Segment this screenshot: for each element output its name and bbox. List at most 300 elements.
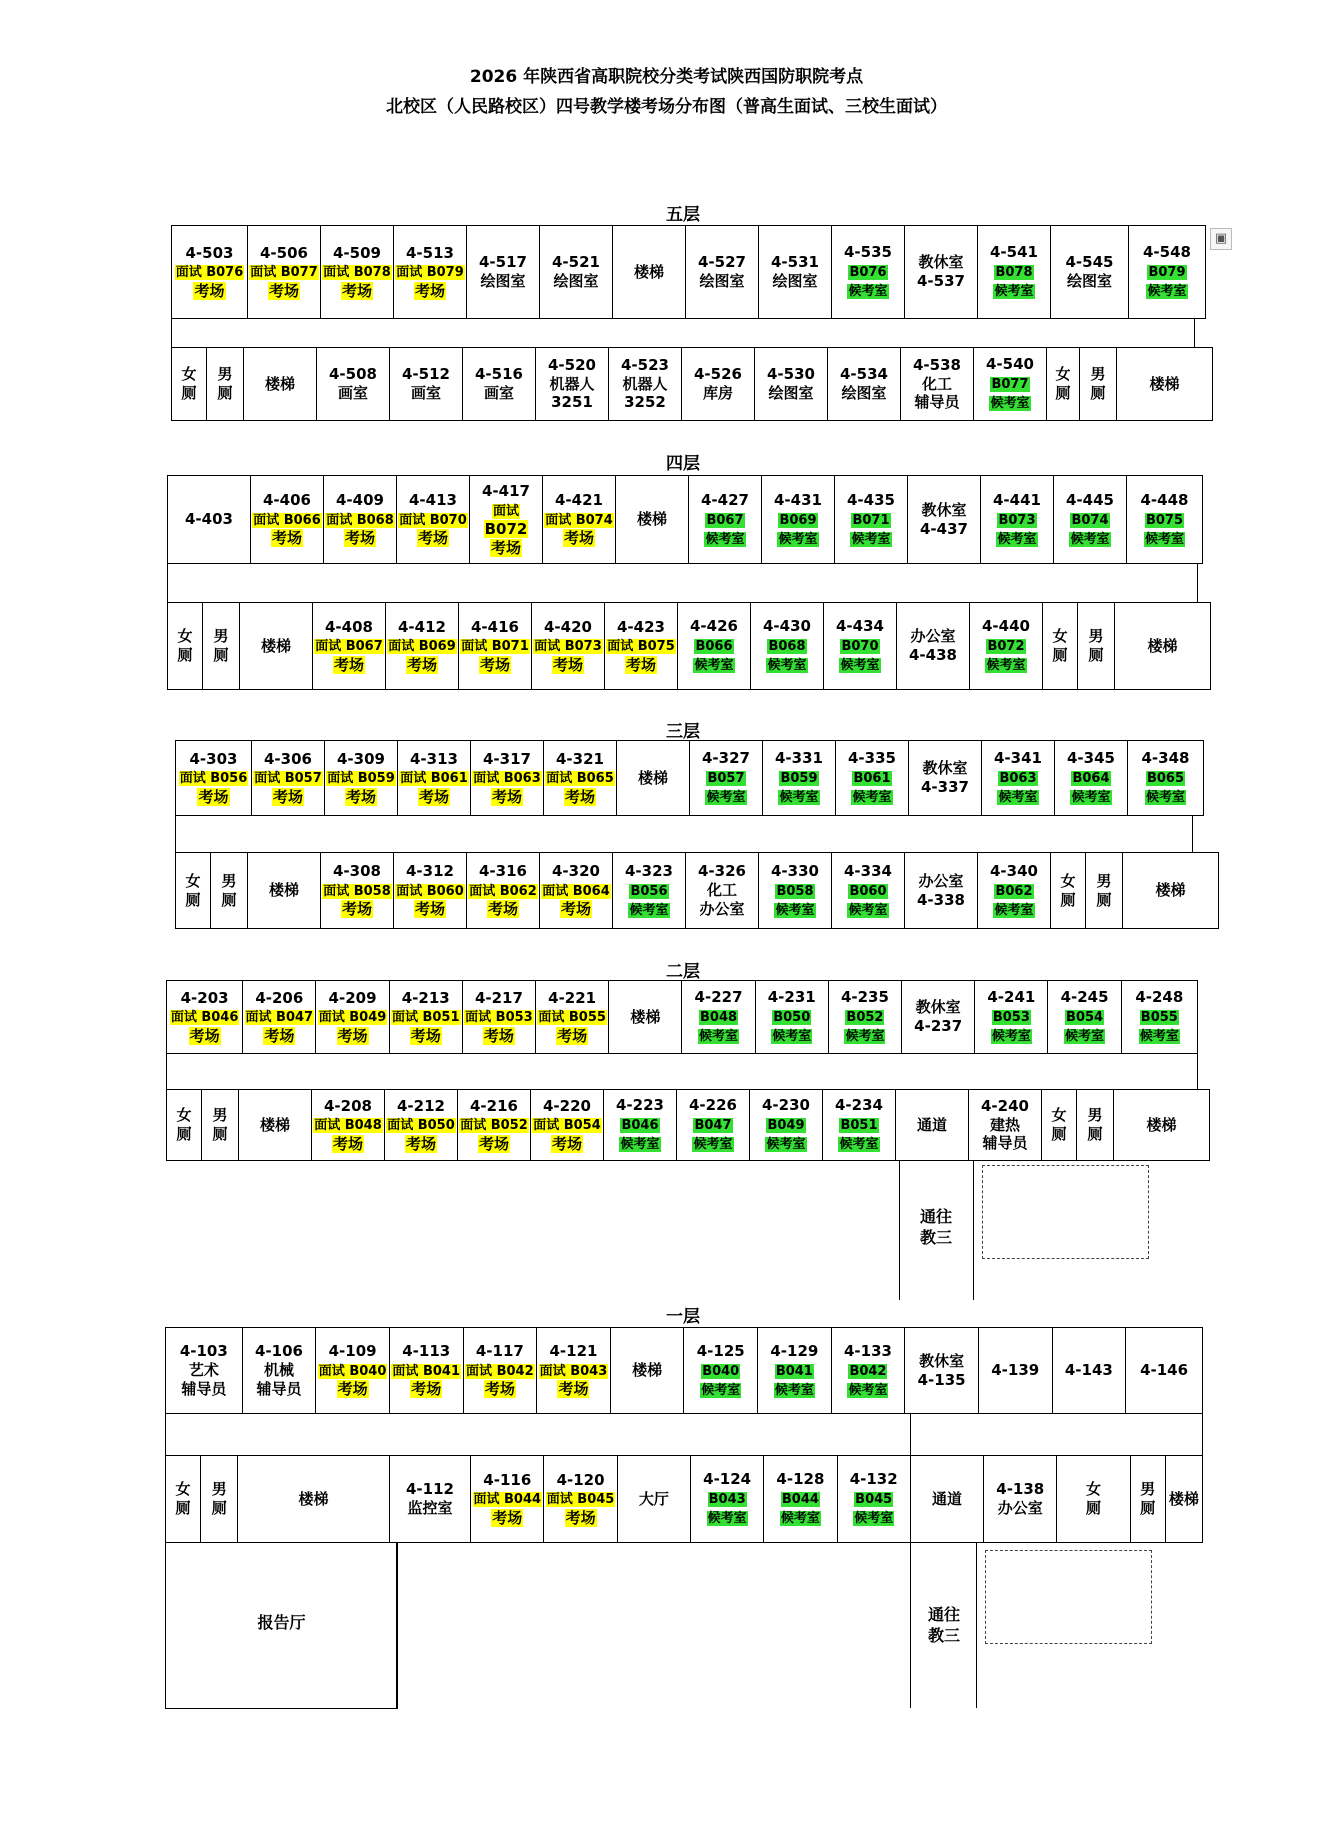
room-cell bbox=[240, 603, 313, 690]
room-cell bbox=[835, 476, 908, 564]
room-label: 候考室 bbox=[994, 902, 1034, 918]
room-cell bbox=[1048, 981, 1121, 1054]
room-cell bbox=[543, 476, 616, 564]
room-label: B041 bbox=[775, 1363, 813, 1379]
room-label: 候考室 bbox=[994, 284, 1034, 300]
room-cell bbox=[544, 741, 617, 816]
room-cell bbox=[1043, 603, 1078, 690]
room-number: 4-216 bbox=[470, 1096, 518, 1115]
floor-row-table bbox=[167, 563, 1198, 603]
room-label: B040 bbox=[702, 1363, 740, 1379]
room-label: 4-135 bbox=[917, 1370, 966, 1389]
room-number: 4-441 bbox=[993, 490, 1041, 509]
room-cell bbox=[1057, 1456, 1130, 1543]
room-cell bbox=[1130, 1456, 1165, 1543]
room-cell bbox=[531, 1090, 604, 1161]
room-number: 4-143 bbox=[1064, 1361, 1113, 1380]
room-number: 4-406 bbox=[263, 491, 311, 510]
room-label: B048 bbox=[700, 1010, 738, 1026]
room-label: 厕 bbox=[1087, 1125, 1103, 1143]
room-cell bbox=[397, 476, 470, 564]
room-label: 厕 bbox=[213, 646, 229, 664]
room-label: 面试 B057 bbox=[254, 771, 322, 787]
room-cell bbox=[682, 981, 755, 1054]
room-number: 4-103 bbox=[179, 1342, 228, 1361]
room-label: 面试 B074 bbox=[545, 512, 613, 528]
room-cell bbox=[244, 348, 317, 421]
floor-1-table-wrap bbox=[165, 1327, 1203, 1543]
room-cell bbox=[902, 981, 975, 1054]
room-cell bbox=[540, 226, 613, 319]
passage-wall-left bbox=[899, 1160, 900, 1300]
room-label: 厕 bbox=[176, 1125, 192, 1143]
room-number: 4-426 bbox=[690, 617, 738, 636]
room-label: B079 bbox=[1148, 265, 1186, 281]
room-cell bbox=[686, 226, 759, 319]
room-number: 4-209 bbox=[328, 988, 377, 1007]
room-cell bbox=[325, 741, 398, 816]
report-hall-label: 报告厅 bbox=[257, 1613, 306, 1632]
room-cell bbox=[901, 348, 974, 421]
room-number: 4-545 bbox=[1065, 253, 1114, 272]
room-number: 4-139 bbox=[991, 1361, 1040, 1380]
frame-icon[interactable]: ▣ bbox=[1210, 228, 1232, 250]
room-number: 楼梯 bbox=[1168, 1489, 1199, 1508]
room-number: 4-248 bbox=[1135, 988, 1184, 1007]
room-number: 通道 bbox=[931, 1489, 962, 1508]
room-number: 教休室 bbox=[921, 500, 967, 519]
room-number: 男 bbox=[211, 1480, 227, 1499]
room-number: 4-445 bbox=[1066, 490, 1114, 509]
room-label: 候考室 bbox=[767, 658, 807, 674]
room-cell bbox=[910, 1456, 983, 1543]
room-label: 办公室 bbox=[699, 899, 745, 918]
room-number: 4-217 bbox=[474, 988, 523, 1007]
room-cell bbox=[248, 853, 321, 929]
room-cell bbox=[755, 981, 828, 1054]
room-cell bbox=[896, 1090, 969, 1161]
room-number: 楼梯 bbox=[298, 1489, 329, 1508]
room-number: 女 bbox=[175, 1480, 191, 1499]
floor-row-table bbox=[171, 347, 1213, 421]
room-label: 面试 B044 bbox=[473, 1492, 542, 1508]
room-number: 女 bbox=[1052, 627, 1068, 646]
floor-row-table bbox=[166, 1089, 1210, 1161]
room-number: 4-231 bbox=[767, 988, 816, 1007]
room-label: 库房 bbox=[702, 384, 733, 402]
room-cell bbox=[609, 981, 682, 1054]
room-number: 楼梯 bbox=[633, 262, 664, 281]
room-label: 面试 B071 bbox=[461, 639, 529, 655]
room-label: 厕 bbox=[1055, 384, 1071, 402]
room-label: 考场 bbox=[341, 900, 372, 919]
room-number: 4-240 bbox=[981, 1096, 1029, 1115]
room-number: 4-316 bbox=[479, 862, 527, 881]
room-label: 面试 B056 bbox=[179, 771, 248, 787]
room-label: 候考室 bbox=[699, 1029, 739, 1045]
room-cell bbox=[689, 476, 762, 564]
room-label: 候考室 bbox=[766, 1137, 806, 1153]
room-number: 4-129 bbox=[770, 1341, 819, 1360]
room-number: 4-427 bbox=[701, 490, 749, 509]
room-cell bbox=[905, 853, 978, 929]
room-cell bbox=[831, 1328, 905, 1414]
room-cell bbox=[1123, 853, 1219, 929]
room-number: 男 bbox=[1096, 871, 1112, 890]
room-label: 考场 bbox=[487, 900, 518, 919]
room-number: 4-409 bbox=[336, 491, 384, 510]
room-label: 候考室 bbox=[848, 1382, 888, 1398]
room-label: 厕 bbox=[1052, 646, 1068, 664]
room-label: 候考室 bbox=[620, 1137, 660, 1153]
room-label: 候考室 bbox=[778, 531, 818, 547]
room-label: 面试 B059 bbox=[327, 771, 395, 787]
room-label: B065 bbox=[1146, 771, 1185, 787]
room-number: 4-308 bbox=[333, 862, 381, 881]
room-cell bbox=[984, 1456, 1057, 1543]
room-label: B045 bbox=[855, 1492, 893, 1508]
floor-row-table bbox=[165, 1455, 1203, 1543]
room-number: 4-125 bbox=[696, 1341, 745, 1360]
room-label: 面试 B064 bbox=[542, 883, 610, 899]
room-label: 面试 B068 bbox=[326, 512, 394, 528]
room-label: 辅导员 bbox=[256, 1379, 302, 1398]
room-number: 男 bbox=[1088, 627, 1104, 646]
room-cell bbox=[691, 1456, 764, 1543]
room-cell bbox=[764, 1456, 837, 1543]
room-label: 考场 bbox=[483, 1026, 514, 1045]
room-number: 4-146 bbox=[1140, 1361, 1189, 1380]
room-label: 面试 B049 bbox=[318, 1010, 387, 1026]
building-3-outline-1 bbox=[985, 1550, 1152, 1644]
room-number: 楼梯 bbox=[632, 1361, 663, 1380]
room-cell bbox=[1114, 1090, 1210, 1161]
room-cell bbox=[536, 981, 609, 1054]
room-cell bbox=[978, 1328, 1052, 1414]
room-cell bbox=[211, 853, 248, 929]
room-label: 考场 bbox=[563, 529, 594, 548]
room-label: 候考室 bbox=[991, 1029, 1031, 1045]
room-label: 候考室 bbox=[694, 658, 734, 674]
room-label: 考场 bbox=[344, 529, 375, 548]
floor-label-4: 四层 bbox=[666, 454, 700, 474]
room-label: 考场 bbox=[410, 1026, 441, 1045]
room-number: 4-530 bbox=[767, 365, 815, 384]
room-label: 4-438 bbox=[909, 646, 957, 664]
room-number: 男 bbox=[217, 365, 233, 384]
room-label: 面试 B060 bbox=[396, 883, 464, 899]
room-label: B050 bbox=[773, 1010, 811, 1026]
room-label: 考场 bbox=[558, 1380, 589, 1399]
room-label: 4-338 bbox=[917, 890, 965, 909]
room-label: 绘图室 bbox=[841, 384, 887, 402]
room-label: 候考室 bbox=[693, 1137, 733, 1153]
passage-wall-left-1 bbox=[910, 1413, 911, 1708]
room-cell bbox=[1051, 226, 1129, 319]
room-number: 办公室 bbox=[910, 627, 956, 646]
room-cell bbox=[537, 1328, 611, 1414]
room-label: 3252 bbox=[624, 393, 666, 412]
room-label: 考场 bbox=[271, 529, 302, 548]
room-number: 4-320 bbox=[552, 862, 600, 881]
passage-to-building-3-1: 通往 教三 bbox=[927, 1605, 960, 1645]
room-number: 4-203 bbox=[180, 988, 229, 1007]
room-number: 4-120 bbox=[556, 1470, 605, 1489]
room-label: 机器人 bbox=[549, 374, 595, 393]
room-cell bbox=[394, 226, 467, 319]
room-number: 4-403 bbox=[185, 510, 233, 529]
room-label: 绘图室 bbox=[553, 272, 599, 290]
floor-row-table bbox=[171, 318, 1195, 348]
room-label: 面试 B045 bbox=[546, 1492, 615, 1508]
room-label: 厕 bbox=[181, 384, 197, 402]
room-number: 4-538 bbox=[913, 355, 961, 374]
room-label: 候考室 bbox=[780, 1511, 820, 1527]
room-label: 候考室 bbox=[706, 790, 746, 806]
room-number: 4-223 bbox=[616, 1096, 664, 1115]
room-number: 4-235 bbox=[840, 988, 889, 1007]
room-number: 4-313 bbox=[410, 749, 458, 768]
room-label: 监控室 bbox=[407, 1499, 453, 1517]
floor-row-table bbox=[175, 815, 1193, 853]
floor-4-table-wrap bbox=[167, 475, 1198, 690]
room-cell bbox=[836, 741, 909, 816]
room-cell bbox=[321, 853, 394, 929]
room-cell bbox=[462, 981, 535, 1054]
room-number: 4-420 bbox=[544, 617, 592, 636]
room-number: 4-212 bbox=[397, 1096, 445, 1115]
room-label: 考场 bbox=[411, 1380, 442, 1399]
room-cell bbox=[463, 1328, 537, 1414]
room-number: 男 bbox=[213, 627, 229, 646]
room-cell bbox=[167, 1090, 202, 1161]
room-label: 考场 bbox=[418, 787, 449, 806]
room-cell bbox=[828, 981, 901, 1054]
room-number: 4-534 bbox=[840, 365, 888, 384]
room-label: 候考室 bbox=[851, 531, 891, 547]
room-label: 化工 bbox=[921, 374, 952, 393]
room-label: 候考室 bbox=[705, 531, 745, 547]
room-label: 考场 bbox=[560, 900, 591, 919]
room-label: 办公室 bbox=[997, 1499, 1043, 1517]
corridor bbox=[168, 564, 1198, 603]
room-number: 4-431 bbox=[774, 490, 822, 509]
room-cell bbox=[248, 226, 321, 319]
room-label: 候考室 bbox=[845, 1029, 885, 1045]
lobby-wall-left bbox=[396, 1542, 397, 1708]
room-cell bbox=[167, 981, 243, 1054]
room-number: 教休室 bbox=[918, 253, 964, 272]
room-label: 考场 bbox=[564, 787, 595, 806]
room-label: 考场 bbox=[337, 1380, 368, 1399]
room-number: 4-416 bbox=[471, 617, 519, 636]
room-label: 面试 B051 bbox=[391, 1010, 460, 1026]
room-label: 候考室 bbox=[848, 902, 888, 918]
room-cell bbox=[389, 1456, 470, 1543]
room-label: 候考室 bbox=[707, 1511, 747, 1527]
room-cell bbox=[751, 603, 824, 690]
room-label: 画室 bbox=[410, 384, 441, 402]
room-cell bbox=[1128, 741, 1204, 816]
room-label: 考场 bbox=[414, 900, 445, 919]
floor-5-table-wrap bbox=[171, 225, 1195, 421]
room-number: 4-121 bbox=[549, 1342, 598, 1361]
room-number: 4-509 bbox=[333, 243, 381, 262]
room-label: 4-337 bbox=[921, 778, 969, 796]
room-cell bbox=[317, 348, 390, 421]
room-label: 厕 bbox=[1140, 1499, 1156, 1517]
room-label: B044 bbox=[781, 1492, 819, 1508]
room-number: 4-113 bbox=[402, 1342, 451, 1361]
room-number: 4-412 bbox=[398, 617, 446, 636]
room-label: 机械 bbox=[263, 1361, 294, 1380]
room-label: 考场 bbox=[189, 1026, 220, 1045]
room-number: 4-326 bbox=[698, 862, 746, 881]
room-label: B069 bbox=[779, 512, 817, 528]
room-label: 考场 bbox=[417, 529, 448, 548]
floor-label-3: 三层 bbox=[666, 722, 700, 742]
room-number: 教休室 bbox=[919, 1351, 965, 1370]
room-cell bbox=[982, 741, 1055, 816]
room-label: 面试 B053 bbox=[465, 1010, 533, 1026]
room-label: 候考室 bbox=[1145, 790, 1185, 806]
room-label: B053 bbox=[992, 1010, 1030, 1026]
room-label: 考场 bbox=[557, 1026, 588, 1045]
room-cell bbox=[610, 1328, 684, 1414]
room-label: 厕 bbox=[1090, 384, 1106, 402]
room-number: 4-513 bbox=[406, 243, 454, 262]
room-label: 候考室 bbox=[1070, 531, 1110, 547]
room-cell bbox=[617, 1456, 690, 1543]
room-number: 4-206 bbox=[255, 988, 304, 1007]
room-cell bbox=[467, 853, 540, 929]
room-label: 面试 bbox=[492, 503, 519, 519]
room-label: B077 bbox=[991, 377, 1029, 393]
room-number: 4-323 bbox=[625, 861, 673, 880]
room-number: 女 bbox=[176, 1106, 192, 1125]
room-cell bbox=[1047, 348, 1080, 421]
room-label: 候考室 bbox=[701, 1382, 741, 1398]
room-number: 4-523 bbox=[621, 355, 669, 374]
room-label: B072 bbox=[987, 639, 1025, 655]
room-number: 男 bbox=[1090, 365, 1106, 384]
room-label: 化工 bbox=[706, 881, 737, 900]
floor-label-1: 一层 bbox=[666, 1307, 700, 1327]
room-number: 4-503 bbox=[185, 243, 234, 262]
room-number: 4-116 bbox=[483, 1470, 532, 1489]
room-number: 4-306 bbox=[264, 749, 312, 768]
room-label: 候考室 bbox=[852, 790, 892, 806]
room-label: 候考室 bbox=[997, 531, 1037, 547]
room-number: 4-517 bbox=[479, 253, 527, 272]
room-cell bbox=[605, 603, 678, 690]
room-number: 4-540 bbox=[986, 355, 1034, 374]
room-number: 4-321 bbox=[556, 749, 604, 768]
room-number: 4-520 bbox=[548, 355, 596, 374]
room-number: 4-230 bbox=[762, 1096, 810, 1115]
room-cell bbox=[172, 348, 207, 421]
room-label: B056 bbox=[630, 883, 668, 899]
room-number: 楼梯 bbox=[264, 374, 295, 393]
room-number: 4-112 bbox=[406, 1480, 454, 1499]
room-label: 面试 B054 bbox=[533, 1118, 601, 1134]
room-cell bbox=[166, 1328, 243, 1414]
room-number: 4-435 bbox=[847, 490, 895, 509]
room-label: 厕 bbox=[211, 1499, 227, 1517]
room-number: 4-227 bbox=[694, 988, 743, 1007]
room-label: B060 bbox=[849, 883, 887, 899]
room-number: 女 bbox=[1055, 365, 1071, 384]
floor-label-2: 二层 bbox=[666, 962, 700, 982]
room-label: 辅导员 bbox=[914, 393, 960, 412]
room-number: 4-423 bbox=[617, 617, 665, 636]
room-label: 候考室 bbox=[1139, 1029, 1179, 1045]
room-label: B063 bbox=[999, 771, 1037, 787]
room-label: B059 bbox=[780, 771, 818, 787]
room-number: 4-512 bbox=[402, 365, 450, 384]
floor-label-5: 五层 bbox=[666, 205, 700, 225]
room-label: 3251 bbox=[551, 393, 593, 412]
room-number: 4-303 bbox=[189, 749, 238, 768]
room-cell bbox=[755, 348, 828, 421]
room-label: B072 bbox=[484, 519, 528, 538]
room-number: 楼梯 bbox=[1147, 636, 1178, 655]
room-label: 画室 bbox=[483, 384, 514, 402]
room-cell bbox=[172, 226, 248, 319]
room-label: 考场 bbox=[194, 281, 225, 300]
room-label: 候考室 bbox=[1144, 531, 1184, 547]
room-label: 考场 bbox=[264, 1026, 295, 1045]
room-label: 画室 bbox=[337, 384, 368, 402]
room-cell bbox=[763, 741, 836, 816]
room-label: 面试 B041 bbox=[392, 1363, 460, 1379]
room-cell bbox=[905, 226, 978, 319]
room-label: 考场 bbox=[198, 787, 229, 806]
room-label: 面试 B077 bbox=[250, 265, 318, 281]
room-label: B073 bbox=[998, 512, 1036, 528]
room-number: 女 bbox=[1051, 1106, 1067, 1125]
room-number: 男 bbox=[221, 871, 237, 890]
room-number: 楼梯 bbox=[630, 1007, 661, 1026]
room-cell bbox=[759, 226, 832, 319]
room-cell bbox=[536, 348, 609, 421]
room-label: 候考室 bbox=[854, 1511, 894, 1527]
room-label: 面试 B052 bbox=[460, 1118, 528, 1134]
corridor bbox=[172, 319, 1195, 348]
room-number: 4-341 bbox=[994, 749, 1042, 768]
room-label: 绘图室 bbox=[768, 384, 814, 402]
room-number: 4-138 bbox=[996, 1480, 1045, 1499]
room-label: 面试 B076 bbox=[175, 265, 244, 281]
room-label: B047 bbox=[694, 1118, 732, 1134]
room-number: 4-106 bbox=[254, 1342, 303, 1361]
room-label: 候考室 bbox=[840, 658, 880, 674]
floor-row-table bbox=[167, 475, 1203, 564]
room-cell bbox=[823, 1090, 896, 1161]
room-number: 4-317 bbox=[483, 749, 531, 768]
room-label: 面试 B058 bbox=[323, 883, 391, 899]
room-number: 女 bbox=[1060, 871, 1076, 890]
room-cell bbox=[908, 476, 981, 564]
room-label: B070 bbox=[841, 639, 879, 655]
room-number: 4-535 bbox=[844, 243, 892, 262]
room-cell bbox=[316, 981, 389, 1054]
room-cell bbox=[1117, 348, 1213, 421]
room-number: 女 bbox=[181, 365, 197, 384]
room-label: 候考室 bbox=[839, 1137, 879, 1153]
room-number: 4-506 bbox=[260, 243, 308, 262]
room-label: 厕 bbox=[175, 1499, 191, 1517]
